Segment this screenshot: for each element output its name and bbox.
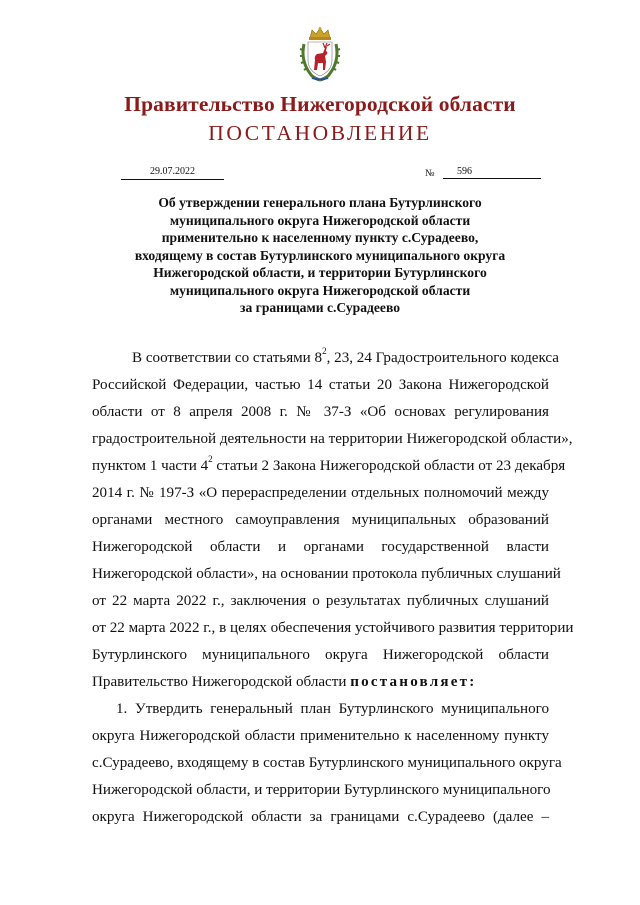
paragraph-line: Российской Федерации, частью 14 статьи 20 Закона Нижегородской xyxy=(92,377,549,393)
paragraph-line: округа Нижегородской области применительно к населенному пункту xyxy=(92,728,549,744)
paragraph-line: Нижегородской области и органами государственной власти xyxy=(92,539,549,555)
paragraph-line: округа Нижегородской области за границами с.Сурадеево (далее – xyxy=(92,809,549,825)
document-title xyxy=(110,194,530,317)
paragraph-line: Нижегородской области, и территории Бутурлинского муниципального xyxy=(92,782,551,798)
paragraph-line: органами местного самоуправления муниципальных образований xyxy=(92,512,549,528)
paragraph-line: Правительство Нижегородской области постановляет: xyxy=(92,674,477,690)
document-date: 29.07.2022 xyxy=(121,166,224,180)
number-sign: № xyxy=(425,168,435,179)
title-line: Об утверждении генерального плана Бутурлинского xyxy=(158,195,482,210)
title-line: муниципального округа Нижегородской области xyxy=(169,212,471,228)
coat-of-arms-icon xyxy=(298,26,342,82)
paragraph-line: 1. Утвердить генеральный план Бутурлинского муниципального xyxy=(116,701,549,717)
title-line: Нижегородской области, и территории Бутурлинского xyxy=(153,265,487,280)
paragraph-line: области от 8 апреля 2008 г. № 37-З «Об основах регулирования xyxy=(92,404,549,420)
paragraph-line: Нижегородской области», на основании протокола публичных слушаний xyxy=(92,566,561,582)
resolves-word: постановляет: xyxy=(350,674,477,690)
government-name: Правительство Нижегородской области xyxy=(124,92,516,116)
paragraph-line: Бутурлинского муниципального округа Нижегородской области xyxy=(92,647,549,663)
paragraph-line: от 22 марта 2022 г., заключения о результатах публичных слушаний xyxy=(92,593,549,609)
document-type: ПОСТАНОВЛЕНИЕ xyxy=(208,121,432,145)
title-line: входящему в состав Бутурлинского муниципального округа xyxy=(134,247,506,263)
title-line: за границами с.Сурадеево xyxy=(239,300,401,315)
paragraph-line: пунктом 1 части $4^2$ статьи 2 Закона Нижегородской области от 23 декабря xyxy=(92,453,566,474)
paragraph-line: от 22 марта 2022 г., в целях обеспечения устойчивого развития территории xyxy=(92,620,574,636)
paragraph-line: 2014 г. № 197-З «О перераспределении отдельных полномочий между xyxy=(92,485,549,501)
document-number: 596 xyxy=(443,166,541,179)
title-line: применительно к населенному пункту с.Сурадеево, xyxy=(161,230,479,245)
paragraph-line: градостроительной деятельности на территории Нижегородской области», xyxy=(92,431,573,447)
paragraph-line: В соответствии со статьями $8^2$, 23, 24 Градостроительного кодекса xyxy=(132,345,559,366)
paragraph-line: с.Сурадеево, входящему в состав Бутурлинского муниципального округа xyxy=(92,755,562,771)
title-line: муниципального округа Нижегородской области xyxy=(169,282,471,298)
